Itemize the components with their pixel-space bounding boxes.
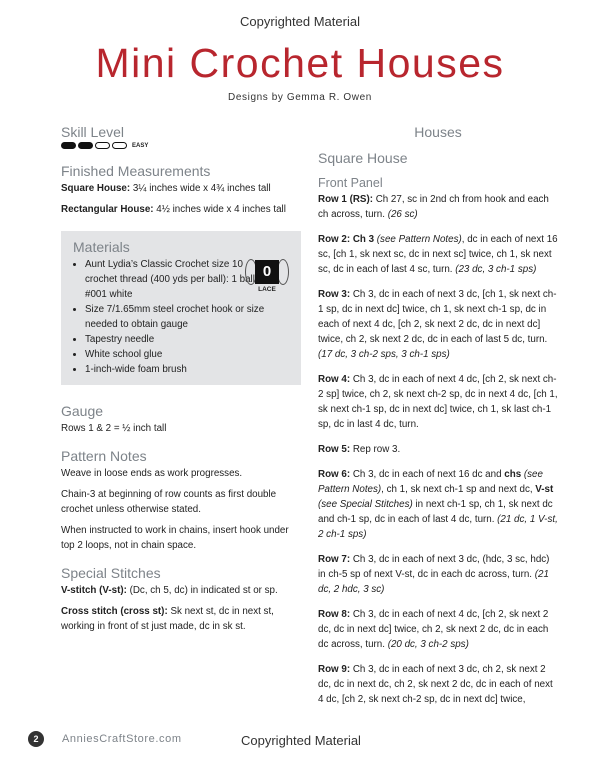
yarn-weight-icon: [243, 257, 291, 297]
pattern-note: When instructed to work in chains, insert hook under top 2 loops, not in chain space.: [61, 525, 289, 551]
gauge-text: Rows 1 & 2 = ½ inch tall: [61, 423, 167, 434]
special-stitches-heading: Special Stitches: [61, 565, 161, 581]
skill-level-heading: Skill Level: [61, 124, 125, 140]
skill-level-meter: [61, 142, 301, 149]
skill-bar-2: [78, 142, 93, 149]
material-item: • Size 7/1.65mm steel crochet hook or size needed to obtain gauge: [85, 302, 289, 332]
yarn-weight-label: LACE: [258, 286, 276, 293]
copyright-notice-top: Copyrighted Material: [240, 14, 360, 29]
pattern-row-4: Row 4: Ch 3, dc in each of next 4 dc, [ch 2, sk next ch-2 sp] twice, ch 2, sk next ch-2 sp, dc in next 4 dc, [ch 1, sk next ch-1 sp, dc in next dc] twice, ch 1, sk last ch-1 sp, dc in last 4 dc, turn.: [318, 374, 558, 430]
pattern-note: Chain-3 at beginning of row counts as first double crochet unless otherwise stated.: [61, 489, 277, 515]
houses-heading: Houses: [414, 124, 462, 140]
pattern-row-5: Row 5: Rep row 3.: [318, 444, 401, 455]
square-house-heading: Square House: [318, 150, 408, 166]
page-title: Mini Crochet Houses: [95, 40, 505, 86]
pattern-row-3: Row 3: Ch 3, dc in each of next 3 dc, [ch 1, sk next ch-1 sp, dc in next dc] twice, ch 1, sk next ch-1 sp, dc in each of next 4 dc, [ch 2, sk next 2 dc, dc in next dc] twice, ch 2, sk next 2 dc, dc in each of last 5 dc, turn. (17 dc, 3 ch-2 sps, 3 ch-1 sps): [318, 289, 557, 360]
pattern-notes-heading: Pattern Notes: [61, 448, 147, 464]
gauge-heading: Gauge: [61, 403, 104, 419]
designer-byline: Designs by Gemma R. Owen: [228, 92, 372, 103]
materials-heading: Materials: [73, 239, 130, 255]
pattern-row-8: Row 8: Ch 3, dc in each of next 4 dc, [ch 2, sk next 2 dc, dc in next dc] twice, ch 2, sk next 2 dc, dc in each dc across, turn. (20 dc, 3 ch-2 sps): [318, 609, 549, 650]
skill-level-label: EASY: [132, 142, 149, 149]
rect-house-measurement: Rectangular House: 4½ inches wide x 4 inches tall: [61, 204, 286, 215]
material-item: • 1-inch-wide foam brush: [85, 362, 289, 377]
finished-measurements-heading: Finished Measurements: [61, 163, 211, 179]
skill-bar-3: [95, 142, 110, 149]
pattern-row-6: Row 6: Ch 3, dc in each of next 16 dc and chs (see Pattern Notes), ch 1, sk next ch-1 sp and next dc, V-st (see Special Stitches) in next ch-1 sp, ch 1, sk next dc and ch-1 sp, dc in each of last 4 dc, turn. (21 dc, 1 V-st, 2 ch-1 sps): [318, 469, 558, 540]
yarn-weight-number: 0: [255, 260, 279, 284]
pattern-row-2: Row 2: Ch 3 (see Pattern Notes), dc in each of next 16 sc, [ch 1, sk next sc, dc in next sc] twice, ch 1, sk next sc, dc in each of last 4 sc, turn. (23 dc, 3 ch-1 sps): [318, 234, 558, 275]
material-item: • Aunt Lydia’s Classic Crochet size 10 crochet thread (400 yds per ball): 1 ball #001 white: [85, 257, 255, 302]
materials-box: [61, 231, 301, 385]
vstitch-definition: V-stitch (V-st): (Dc, ch 5, dc) in indicated st or sp.: [61, 585, 278, 596]
pattern-row-7: Row 7: Ch 3, dc in each of next 3 dc, (hdc, 3 sc, hdc) in ch-5 sp of next V-st, dc in each dc across, turn. (21 dc, 2 hdc, 3 sc): [318, 554, 550, 595]
cross-stitch-definition: Cross stitch (cross st): Sk next st, dc in next st, working in front of st just made, dc in sk st.: [61, 606, 274, 632]
material-item: • White school glue: [85, 347, 289, 362]
square-house-measurement: Square House: 3¼ inches wide x 4¾ inches tall: [61, 183, 271, 194]
skill-bar-4: [112, 142, 127, 149]
material-item: • Tapestry needle: [85, 332, 289, 347]
pattern-row-1: Row 1 (RS): Ch 27, sc in 2nd ch from hook and each ch across, turn. (26 sc): [318, 194, 549, 220]
page-number-badge: 2: [28, 731, 44, 747]
left-column: [61, 124, 301, 634]
pattern-row-9: Row 9: Ch 3, dc in each of next 3 dc, ch 2, sk next 2 dc, dc in next dc, ch 2, sk next 2 dc, dc in each of next 4 dc, [ch 2, sk next ch-2 sp, dc in next dc] twice,: [318, 664, 553, 705]
footer-site-link[interactable]: AnniesCraftStore.com: [62, 733, 182, 745]
pattern-note: Weave in loose ends as work progresses.: [61, 468, 243, 479]
copyright-notice-bottom: Copyrighted Material: [241, 733, 361, 748]
skill-bar-1: [61, 142, 76, 149]
front-panel-heading: Front Panel: [318, 176, 383, 190]
right-column: [318, 124, 558, 707]
